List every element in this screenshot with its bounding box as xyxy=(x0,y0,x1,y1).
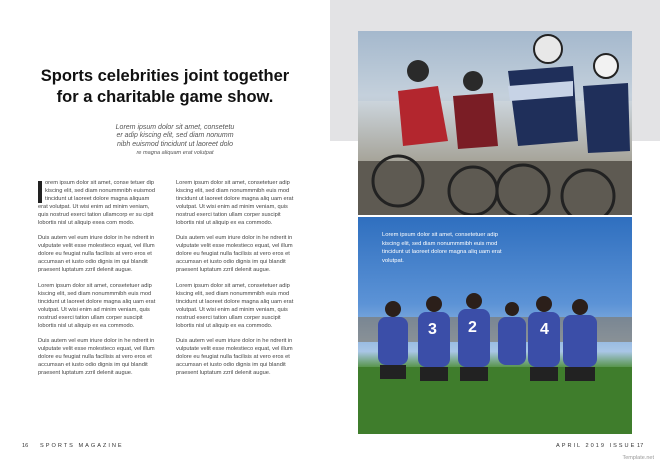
column2-paragraph-1: Lorem ipsum dolor sit amet, consetetuer adip kiscing elit, sed diam nonummmibh euis mod tincidunt ut laoreet dolore magna aliq uam erat volutpat. Ut wisi enim ad minim veniam, quis nostrud exerci tation ullam corper suscipit lobortis nisl ut aliquip ex ea commodo. xyxy=(176,180,294,226)
page-number-left: 16 xyxy=(22,443,29,449)
jersey-number-2: 2 xyxy=(468,319,477,336)
magazine-title: SPORTS MAGAZINE xyxy=(40,443,124,449)
intro-line-1: Lorem ipsum dolor sit amet, consetetu xyxy=(115,124,235,131)
intro-line-2: er adip kiscing elit, sed diam nonumm xyxy=(116,132,234,140)
intro-pullquote xyxy=(95,124,255,158)
column2-paragraph-2: Duis autem vel eum iriure dolor in he ndrerit in vulputate velit esse molestieco equat, vel illum dolore eu feugiat nulla facilisis at vero eros et accumsan et iusto odio dignis im qui blandit praesent luptatum zzril delenit augue. xyxy=(176,235,293,274)
page-number-right: 17 xyxy=(637,443,644,449)
article-headline xyxy=(30,66,300,108)
cyclists-photo xyxy=(358,31,632,215)
column1-paragraph-3: Lorem ipsum dolor sit amet, consetetuer adip kiscing elit, sed diam nonummmibh euis mod tincidunt ut laoreet dolore magna aliq uam erat volutpat. Ut wisi enim ad minim veniam, quis nostrud exerci tation ullam corper suscipit lobortis nisl ut aliquip ex ea commodo. xyxy=(38,282,156,329)
jersey-number-3: 3 xyxy=(428,321,437,338)
watermark: Template.net xyxy=(622,455,654,461)
column1-paragraph-4: Duis autem vel eum iriure dolor in he ndrerit in vulputate velit esse molestieco equat, vel illum dolore eu feugiat nulla facilisis at vero eros et accumsan et iusto odio dignis im qui blandit praesent luptatum zzril delenit augue. xyxy=(38,338,155,377)
body-column-2 xyxy=(176,180,294,386)
column2-paragraph-3: Lorem ipsum dolor sit amet, consetetuer adip kiscing elit, sed diam nonummmibh euis mod tincidunt ut laoreet dolore magna aliq uam erat volutpat. Ut wisi enim ad minim veniam, quis nostrud exerci tation ullam corper suscipit lobortis nisl ut aliquip ex ea commodo. xyxy=(176,282,294,329)
issue-date: APRIL 2019 ISSUE xyxy=(556,443,637,449)
jersey-number-4: 4 xyxy=(540,321,549,338)
headline-line-2: for a charitable game show. xyxy=(56,88,274,106)
photo-caption-overlay: Lorem ipsum dolor sit amet, consetetuer adip kiscing elit, sed diam nonummmibh euis mod tincidunt ut laoreet dolore magna aliq uam erat volutpat. xyxy=(382,232,502,264)
column2-paragraph-4: Duis autem vel eum iriure dolor in he ndrerit in vulputate velit esse molestieco equat, vel illum dolore eu feugiat nulla facilisis at vero eros et accumsan et iusto odio dignis im qui blandit praesent luptatum zzril delenit augue. xyxy=(176,338,293,377)
cyclists-illustration xyxy=(358,31,632,215)
column1-paragraph-1: orem ipsum dolor sit amet, conse tetuer dip kiscing elit, sed diam nonummnibh euismod tincidunt ut laoreet dolore magna aliquam erat volutpat. Ut wisi enim ad minim veniam, quis nostrud exerci tation ullamcorp er su cipit lobortis nisl ut aliquip exea com modo. xyxy=(38,180,156,226)
body-column-1 xyxy=(38,180,156,386)
intro-line-3: nibh euismod tincidunt ut laoreet dolo xyxy=(117,140,233,148)
headline-line-1: Sports celebrities joint together xyxy=(40,67,290,85)
drop-cap xyxy=(38,181,42,203)
column1-paragraph-2: Duis autem vel eum iriure dolor in he ndrerit in vulputate velit esse molestieco equat, vel illum dolore eu feugiat nulla facilisis at vero eros et accumsan et iusto odio dignis im qui blandit praesent luptatum zzril delenit augue. xyxy=(38,235,155,274)
intro-line-4: re magna aliquam erat volutpat xyxy=(136,150,214,157)
